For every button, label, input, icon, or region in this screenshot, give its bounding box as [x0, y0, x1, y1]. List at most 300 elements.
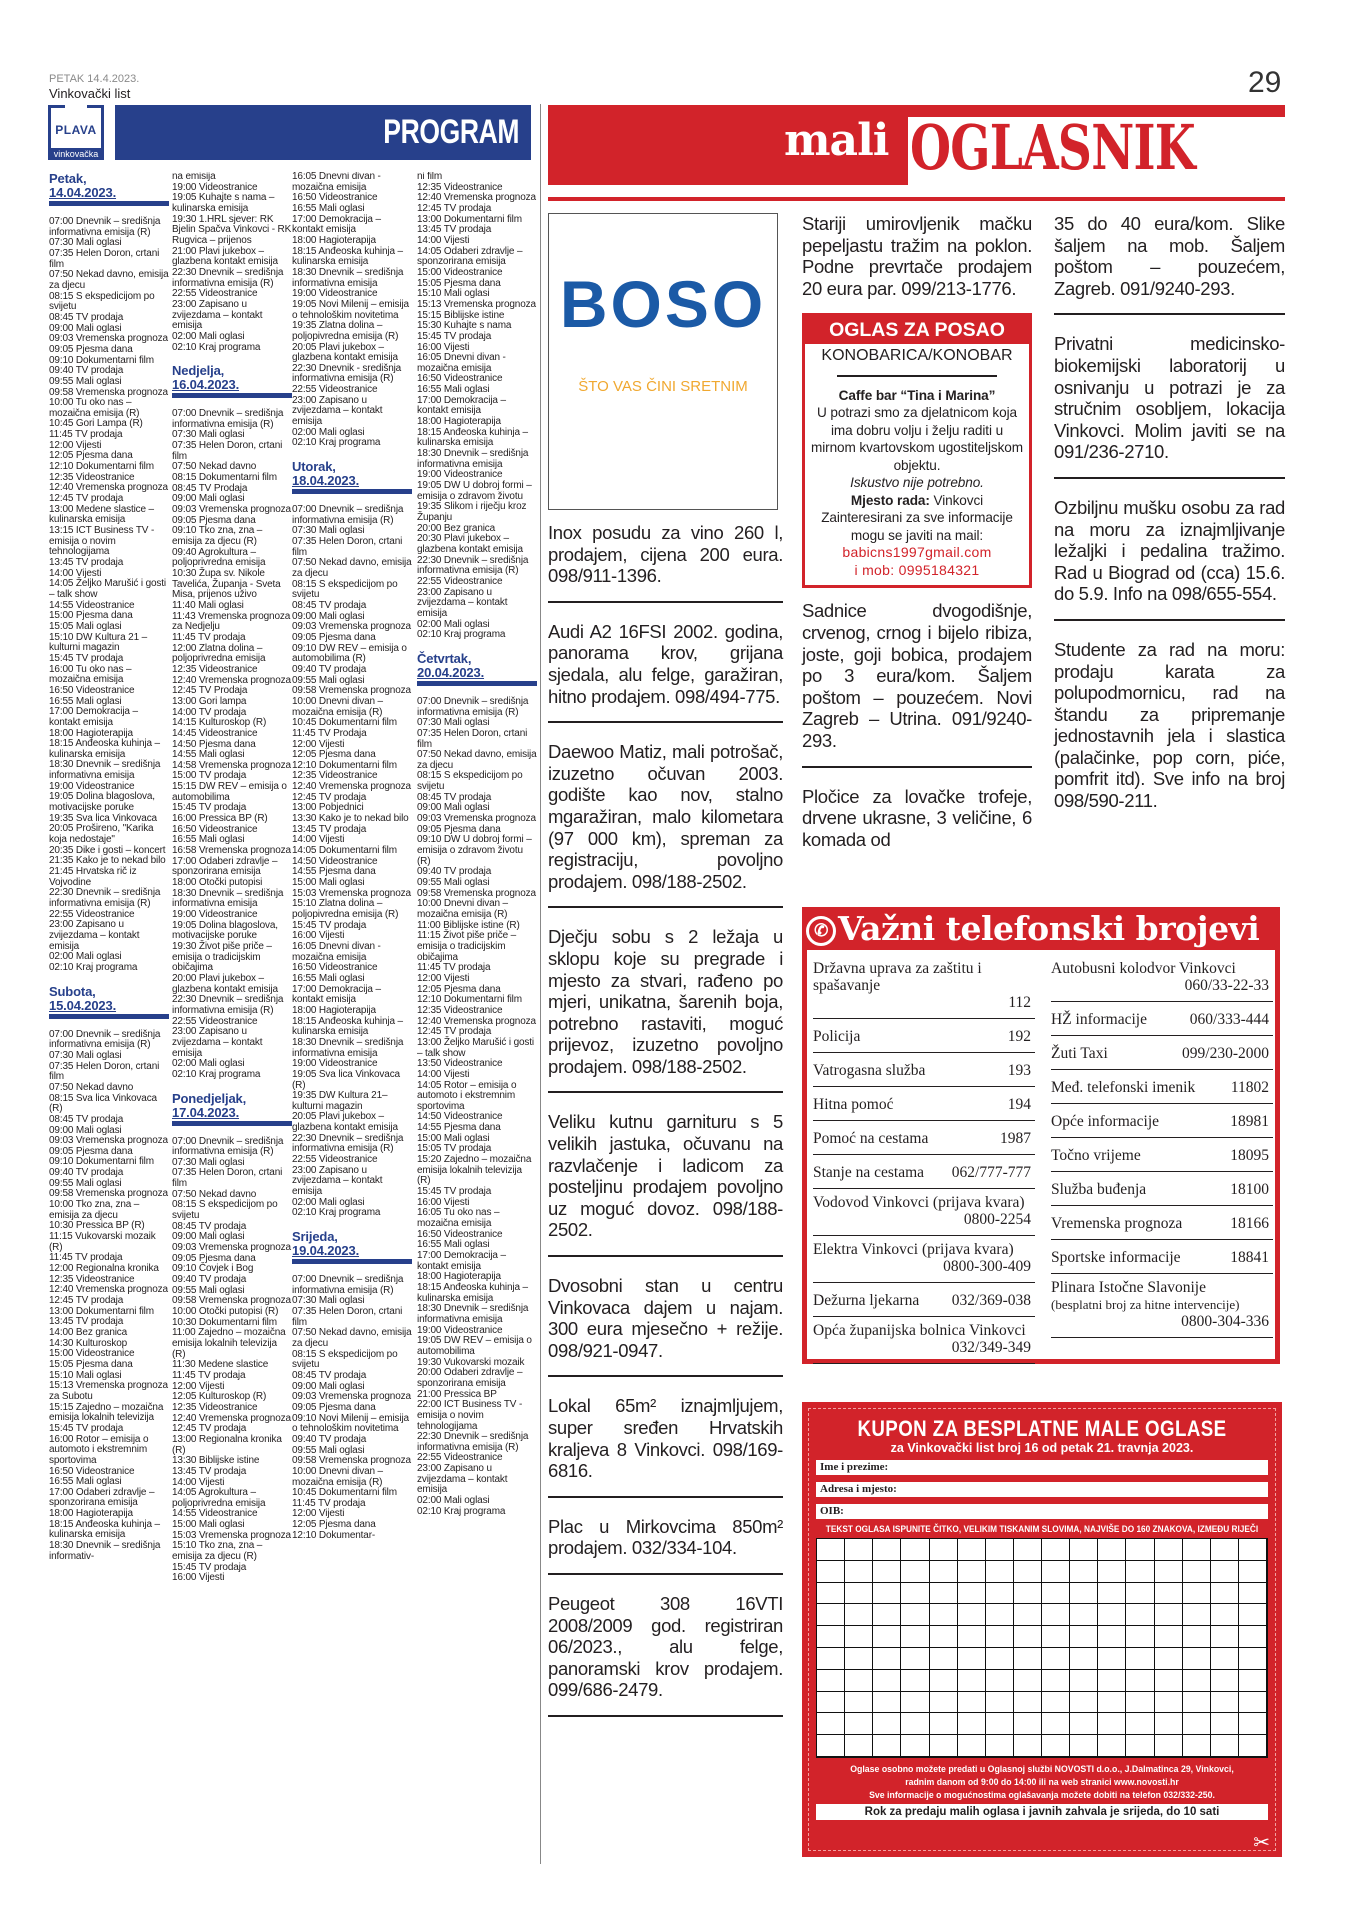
grid-cell[interactable] [986, 1604, 1014, 1626]
program-entry: 14:00 Bez granica [49, 1326, 128, 1338]
program-entry: 14:05 Odaberi zdravlje – sponzorirana emisija [417, 245, 523, 268]
program-entry: 07:50 Nekad davno [172, 1188, 257, 1200]
oib-field[interactable]: OIB: [816, 1504, 1268, 1519]
grid-cell[interactable] [1183, 1604, 1211, 1626]
job-email-link[interactable]: babicns1997gmail.com [842, 544, 992, 561]
grid-cell[interactable] [845, 1583, 873, 1605]
grid-cell[interactable] [873, 1561, 901, 1583]
program-entry: 14:00 TV prodaja [172, 706, 247, 718]
program-entry: 09:58 Vremenska prognoza [292, 685, 411, 697]
program-entry: 16:00 Tu oko nas – mozaična emisija [49, 663, 132, 686]
program-entry: 23:00 Zapisano u zvijezdama – kontakt emisija [172, 1026, 263, 1059]
day-date: 20.04.2023. [417, 664, 485, 680]
program-entry: 15:45 TV prodaja [49, 652, 124, 664]
program-entry: 09:40 TV prodaja [49, 365, 124, 377]
grid-cell[interactable] [845, 1604, 873, 1626]
grid-cell[interactable] [1239, 1626, 1267, 1648]
program-entry: 12:00 Regionalna kronika [49, 1263, 159, 1275]
phone-row [813, 1317, 1035, 1364]
grid-cell[interactable] [986, 1561, 1014, 1583]
program-entry: 15:00 Videostranice [49, 1348, 135, 1360]
program-entry: 09:00 Mali oglasi [292, 610, 365, 622]
grid-cell[interactable] [1155, 1713, 1183, 1735]
grid-cell[interactable] [1239, 1670, 1267, 1692]
program-entry: 07:00 Dnevnik – središnja informativna emisija (R) [292, 1274, 404, 1296]
program-entry: 19:00 Videostranice [49, 780, 135, 792]
grid-cell[interactable] [1014, 1713, 1042, 1735]
program-entry: 09:10 Dokumentarni film [49, 1156, 154, 1168]
program-entry: 07:00 Dnevnik – središnja informativna emisija (R) [172, 1135, 284, 1158]
program-entry: 14:30 Kulturoskop [49, 1337, 128, 1349]
phone-name: Sportske informacije [1051, 1249, 1181, 1266]
program-entry: 11:45 TV prodaja [292, 1497, 366, 1509]
grid-cell[interactable] [845, 1713, 873, 1735]
grid-cell[interactable] [817, 1561, 845, 1583]
grid-cell[interactable] [845, 1539, 873, 1561]
grid-cell[interactable] [1070, 1713, 1098, 1735]
grid-cell[interactable] [930, 1539, 958, 1561]
day-name: Četvrtak, [417, 650, 472, 666]
grid-cell[interactable] [1183, 1713, 1211, 1735]
grid-cell[interactable] [1239, 1713, 1267, 1735]
grid-cell[interactable] [958, 1539, 986, 1561]
grid-cell[interactable] [1239, 1648, 1267, 1670]
grid-cell[interactable] [986, 1670, 1014, 1692]
program-entry: 08:15 S ekspedicijom po svijetu [172, 1199, 278, 1222]
program-entry: 09:58 Vremenska prognoza [292, 1455, 411, 1467]
grid-cell[interactable] [930, 1626, 958, 1648]
program-entry: 18:30 Dnevnik – središnja informativna emisija [417, 448, 529, 470]
classified-ad: Ozbiljnu mušku osobu za rad na moru za iznajmljivanje ležaljki i pedalina tražimo. Rad u Biograd od (cca) 15.6. do 5.9. Info na 098/655-554. [1054, 496, 1285, 605]
program-entry: 07:35 Helen Doron, crtani film [172, 1167, 283, 1190]
classified-ad: Privatni medicinsko-biokemijski laboratorij u osnivanju u potrazi je za stručnim osobljem, lokacija Vinkovci. Molim javiti se na 091/236-2710. [1054, 333, 1285, 463]
program-entry: 09:00 Mali oglasi [292, 1380, 365, 1392]
phones-right-column [1051, 955, 1273, 1338]
program-entry: 14:00 Vijesti [417, 234, 470, 246]
grid-cell[interactable] [1070, 1583, 1098, 1605]
day-name: Utorak, [292, 459, 336, 475]
grid-cell[interactable] [1239, 1561, 1267, 1583]
program-entry: 09:05 Pjesma dana [292, 631, 376, 643]
program-entry: 19:00 Videostranice [417, 469, 503, 481]
program-entry: 18:15 Anđeoska kuhinja – kulinarska emisija [49, 1518, 160, 1541]
program-entry: 12:00 Vijesti [417, 972, 470, 984]
grid-cell[interactable] [1239, 1735, 1267, 1757]
program-entry: 20:05 Plavi jukebox – glazbena kontakt emisija [292, 341, 398, 364]
grid-cell[interactable] [1014, 1561, 1042, 1583]
grid-cell[interactable] [1239, 1604, 1267, 1626]
program-entry: 13:00 Željko Marušić i gosti – talk show [417, 1036, 534, 1059]
grid-cell[interactable] [1155, 1626, 1183, 1648]
grid-cell[interactable] [901, 1626, 929, 1648]
grid-cell[interactable] [1155, 1735, 1183, 1757]
grid-cell[interactable] [958, 1648, 986, 1670]
program-entry: 10:00 Dnevni divan – mozaična emisija (R) [292, 695, 383, 718]
phones-title: Važni telefonski brojevi [838, 909, 1260, 948]
grid-cell[interactable] [958, 1583, 986, 1605]
grid-cell[interactable] [1098, 1670, 1126, 1692]
program-column-2 [172, 172, 292, 1862]
program-entry: 07:35 Helen Doron, crtani film [292, 536, 403, 558]
program-entry: 19:30 Život piše priče – emisija o tradicijskim običajima [172, 940, 272, 974]
ad-separator [548, 1573, 783, 1575]
program-entry: 14:55 Pjesma dana [417, 1122, 501, 1134]
grid-cell[interactable] [1070, 1735, 1098, 1757]
grid-cell[interactable] [1211, 1604, 1239, 1626]
grid-cell[interactable] [1211, 1692, 1239, 1714]
program-entry: 17:00 Demokracija – kontakt emisija [292, 213, 381, 236]
grid-cell[interactable] [958, 1670, 986, 1692]
grid-cell[interactable] [1211, 1583, 1239, 1605]
grid-cell[interactable] [1211, 1561, 1239, 1583]
grid-cell[interactable] [1126, 1713, 1154, 1735]
classified-ad: Plac u Mirkovcima 850m² prodajem. 032/334-104. [548, 1515, 783, 1559]
grid-cell[interactable] [1126, 1539, 1154, 1561]
name-field[interactable]: Ime i prezime: [816, 1460, 1268, 1475]
grid-cell[interactable] [958, 1561, 986, 1583]
phone-name: Žuti Taxi [1051, 1045, 1108, 1062]
grid-cell[interactable] [958, 1735, 986, 1757]
program-entry: 19:35 Slikom i riječju kroz Županju [417, 501, 527, 523]
program-entry: 15:15 Biblijske istine [417, 309, 505, 321]
grid-cell[interactable] [958, 1626, 986, 1648]
grid-cell[interactable] [817, 1692, 845, 1714]
grid-cell[interactable] [845, 1626, 873, 1648]
grid-cell[interactable] [1183, 1648, 1211, 1670]
job-note: Iskustvo nije potrebno. [850, 475, 984, 491]
grid-cell[interactable] [1211, 1713, 1239, 1735]
grid-cell[interactable] [1126, 1604, 1154, 1626]
program-entry: ni film [417, 172, 443, 182]
day-date: 16.04.2023. [172, 377, 240, 393]
coupon-deadline: Rok za predaju malih oglasa i javnih zahvala je srijeda, do 10 sati [816, 1804, 1268, 1820]
program-entry: 12:45 TV prodaja [417, 202, 492, 214]
grid-cell[interactable] [845, 1670, 873, 1692]
grid-cell[interactable] [1155, 1670, 1183, 1692]
grid-cell[interactable] [986, 1692, 1014, 1714]
program-entry: 19:05 Sva lica Vinkovaca (R) [292, 1068, 400, 1091]
program-entry: 09:40 TV prodaja [49, 1167, 124, 1179]
program-entry: 15:10 Tko zna, zna – emisija za djecu (R) [172, 1540, 263, 1563]
grid-cell[interactable] [901, 1670, 929, 1692]
grid-cell[interactable] [1042, 1735, 1070, 1757]
grid-cell[interactable] [873, 1539, 901, 1561]
grid-cell[interactable] [1155, 1561, 1183, 1583]
grid-cell[interactable] [845, 1692, 873, 1714]
grid-cell[interactable] [986, 1626, 1014, 1648]
grid-cell[interactable] [1042, 1648, 1070, 1670]
grid-cell[interactable] [930, 1561, 958, 1583]
program-entry: 19:05 Dolina blagoslova, motivacijske poruke [49, 791, 155, 814]
program-entry: 09:00 Mali oglasi [172, 493, 245, 505]
program-entry: 18:30 Dnevnik – središnja informativna emisija [49, 759, 161, 782]
grid-cell[interactable] [1014, 1648, 1042, 1670]
program-entry: 15:05 Pjesma dana [417, 277, 501, 289]
grid-cell[interactable] [930, 1713, 958, 1735]
grid-cell[interactable] [958, 1713, 986, 1735]
grid-cell[interactable] [986, 1583, 1014, 1605]
grid-cell[interactable] [901, 1735, 929, 1757]
grid-cell[interactable] [1070, 1604, 1098, 1626]
phone-name: Plinara Istočne Slavonije [1051, 1279, 1206, 1296]
grid-cell[interactable] [873, 1648, 901, 1670]
program-entry: 09:58 Vremenska prognoza [49, 386, 168, 398]
program-entry: 07:50 Nekad davno, emisija za djecu [292, 557, 412, 579]
phone-name: Pomoć na cestama [813, 1130, 929, 1147]
program-entry: 14:00 Vijesti [49, 567, 102, 579]
grid-cell[interactable] [1183, 1626, 1211, 1648]
program-entry: 22:00 ICT Business TV - emisija o novim tehnologijama [417, 1399, 523, 1432]
grid-cell[interactable] [873, 1713, 901, 1735]
program-entry: 07:50 Nekad davno [172, 461, 257, 473]
boso-tagline: ŠTO VAS ČINI SRETNIM [578, 378, 748, 395]
phone-row [1051, 955, 1273, 1002]
grid-cell[interactable] [1042, 1670, 1070, 1692]
grid-cell[interactable] [1183, 1670, 1211, 1692]
grid-cell[interactable] [817, 1735, 845, 1757]
program-entry: 09:10 DW U dobroj formi – emisija o zdravom životu (R) [417, 834, 532, 867]
program-entry: 12:45 TV prodaja [49, 1295, 124, 1306]
grid-cell[interactable] [817, 1626, 845, 1648]
grid-cell[interactable] [1014, 1626, 1042, 1648]
grid-cell[interactable] [1126, 1692, 1154, 1714]
grid-cell[interactable] [1070, 1648, 1098, 1670]
grid-cell[interactable] [1211, 1670, 1239, 1692]
free-ad-coupon [802, 1402, 1282, 1857]
program-entry: 09:55 Mali oglasi [292, 674, 365, 686]
grid-cell[interactable] [873, 1604, 901, 1626]
grid-cell[interactable] [930, 1670, 958, 1692]
program-entry: 08:45 TV prodaja [292, 599, 367, 611]
ad-separator [548, 906, 783, 908]
grid-cell[interactable] [1126, 1735, 1154, 1757]
grid-cell[interactable] [817, 1713, 845, 1735]
grid-cell[interactable] [1211, 1648, 1239, 1670]
grid-cell[interactable] [1126, 1670, 1154, 1692]
grid-cell[interactable] [1183, 1735, 1211, 1757]
phone-row [813, 1155, 1035, 1189]
program-entry: 09:10 Novi Milenij – emisija o tehnološkim novitetima [292, 1412, 409, 1435]
grid-cell[interactable] [986, 1648, 1014, 1670]
grid-cell[interactable] [1155, 1692, 1183, 1714]
grid-cell[interactable] [1155, 1648, 1183, 1670]
grid-cell[interactable] [1042, 1583, 1070, 1605]
coupon-title: KUPON ZA BESPLATNE MALE OGLASE [857, 1416, 1227, 1441]
program-entry: 09:05 Pjesma dana [172, 1252, 256, 1264]
grid-cell[interactable] [901, 1583, 929, 1605]
program-entry: 12:10 Dokumentar- [292, 1529, 376, 1541]
grid-cell[interactable] [1239, 1583, 1267, 1605]
program-entry: 07:35 Helen Doron, crtani film [417, 727, 528, 750]
grid-cell[interactable] [1211, 1626, 1239, 1648]
grid-cell[interactable] [1014, 1604, 1042, 1626]
phone-number: 099/230-2000 [1182, 1045, 1269, 1062]
program-entry: 14:55 Videostranice [49, 599, 135, 611]
grid-cell[interactable] [1070, 1561, 1098, 1583]
program-entry: 02:10 Kraj programa [49, 961, 138, 973]
grid-cell[interactable] [1126, 1561, 1154, 1583]
program-entry: 14:55 Mali oglasi [172, 749, 245, 761]
day-heading [49, 985, 169, 1019]
grid-cell[interactable] [1070, 1626, 1098, 1648]
grid-cell[interactable] [873, 1735, 901, 1757]
grid-cell[interactable] [873, 1626, 901, 1648]
program-entry: 16:00 Vijesti [417, 1196, 470, 1208]
program-entry: 17:00 Demokracija – kontakt emisija [292, 983, 381, 1006]
grid-cell[interactable] [1155, 1583, 1183, 1605]
grid-cell[interactable] [1098, 1713, 1126, 1735]
grid-cell[interactable] [901, 1648, 929, 1670]
grid-cell[interactable] [1126, 1626, 1154, 1648]
phone-number: 032/349-349 [951, 1339, 1031, 1356]
grid-cell[interactable] [930, 1648, 958, 1670]
program-entry: 13:30 Biblijske istine [172, 1455, 260, 1467]
program-entry: 22:30 Dnevnik – središnja informativna emisija (R) [292, 1132, 404, 1155]
grid-cell[interactable] [930, 1735, 958, 1757]
grid-cell[interactable] [1098, 1648, 1126, 1670]
grid-cell[interactable] [958, 1604, 986, 1626]
grid-cell[interactable] [1211, 1539, 1239, 1561]
grid-cell[interactable] [1070, 1670, 1098, 1692]
grid-cell[interactable] [873, 1670, 901, 1692]
program-entry: 07:30 Mali oglasi [49, 237, 122, 249]
grid-cell[interactable] [873, 1583, 901, 1605]
grid-cell[interactable] [901, 1539, 929, 1561]
grid-cell[interactable] [1183, 1561, 1211, 1583]
grid-cell[interactable] [1098, 1583, 1126, 1605]
grid-cell[interactable] [1070, 1539, 1098, 1561]
grid-cell[interactable] [1098, 1626, 1126, 1648]
program-entry: 10:00 Dnevni divan – mozaična emisija (R) [417, 898, 508, 920]
program-entry: 16:05 Dnevni divan - mozaična emisija [292, 940, 381, 963]
program-entry: 19:05 DW U dobroj formi – emisija o zdravom životu [417, 480, 532, 502]
grid-cell[interactable] [1042, 1604, 1070, 1626]
phone-row [1051, 1240, 1273, 1274]
grid-cell[interactable] [1014, 1735, 1042, 1757]
program-entry: 16:55 Mali oglasi [417, 1239, 490, 1251]
grid-cell[interactable] [1014, 1670, 1042, 1692]
program-entry: 14:05 Željko Marušić i gosti – talk show [49, 578, 166, 600]
grid-cell[interactable] [901, 1604, 929, 1626]
grid-cell[interactable] [1098, 1539, 1126, 1561]
program-entry: 22:55 Videostranice [292, 1154, 378, 1166]
grid-cell[interactable] [845, 1648, 873, 1670]
program-entry: 10:00 Dnevni divan – mozaična emisija (R) [292, 1465, 383, 1488]
program-entry: 15:45 TV prodaja [417, 1186, 492, 1198]
grid-cell[interactable] [1098, 1561, 1126, 1583]
program-entry: 12:40 Vremenska prognoza [417, 1015, 536, 1027]
grid-cell[interactable] [1183, 1539, 1211, 1561]
grid-cell[interactable] [1042, 1539, 1070, 1561]
grid-cell[interactable] [1239, 1692, 1267, 1714]
ad-separator [548, 601, 783, 603]
grid-cell[interactable] [845, 1561, 873, 1583]
grid-cell[interactable] [1042, 1692, 1070, 1714]
grid-cell[interactable] [1014, 1692, 1042, 1714]
day-name: Subota, [49, 983, 96, 999]
section-divider [540, 104, 541, 1864]
ad-text-grid[interactable] [816, 1538, 1268, 1758]
program-entry: 11:30 Medene slastice [172, 1359, 269, 1371]
grid-cell[interactable] [958, 1692, 986, 1714]
program-entry: 23:00 Zapisano u zvijezdama – kontakt emisija [417, 586, 508, 619]
grid-cell[interactable] [817, 1583, 845, 1605]
program-entry: 15:03 Vremenska prognoza [172, 1529, 291, 1541]
program-entry: 17:00 Demokracija – kontakt emisija [49, 706, 138, 728]
grid-cell[interactable] [845, 1735, 873, 1757]
grid-cell[interactable] [1126, 1648, 1154, 1670]
grid-cell[interactable] [873, 1692, 901, 1714]
grid-cell[interactable] [930, 1583, 958, 1605]
program-entry: 08:45 TV Prodaja [172, 482, 248, 494]
program-entry: 08:15 S ekspedicijom po svijetu [49, 290, 155, 313]
grid-cell[interactable] [1239, 1539, 1267, 1561]
grid-cell[interactable] [1042, 1561, 1070, 1583]
header-rule [548, 197, 1285, 201]
grid-cell[interactable] [986, 1713, 1014, 1735]
grid-cell[interactable] [930, 1692, 958, 1714]
grid-cell[interactable] [817, 1648, 845, 1670]
grid-cell[interactable] [817, 1539, 845, 1561]
grid-cell[interactable] [1155, 1539, 1183, 1561]
grid-cell[interactable] [817, 1604, 845, 1626]
program-entry: 11:15 Život piše priče – emisija o tradicijskim običajima [417, 930, 517, 963]
classifieds-column-1 [548, 213, 783, 1735]
program-entry: 22:30 Dnevnik – središnja informativna emisija (R) [49, 887, 161, 909]
grid-cell[interactable] [930, 1604, 958, 1626]
day-date: 17.04.2023. [172, 1104, 240, 1120]
program-entry: 22:55 Videostranice [417, 575, 503, 587]
grid-cell[interactable] [986, 1539, 1014, 1561]
grid-cell[interactable] [1183, 1692, 1211, 1714]
grid-cell[interactable] [901, 1692, 929, 1714]
program-entry: 15:00 Mali oglasi [292, 877, 365, 889]
program-entry: 12:00 Vijesti [292, 1508, 345, 1520]
program-entry: 15:10 Mali oglasi [49, 1369, 122, 1381]
program-entry: 12:45 TV prodaja [417, 1026, 492, 1038]
grid-cell[interactable] [901, 1713, 929, 1735]
program-entry: 08:45 TV prodaja [417, 791, 492, 803]
program-entry: 09:58 Vremenska prognoza [417, 887, 536, 899]
grid-cell[interactable] [1098, 1735, 1126, 1757]
grid-cell[interactable] [1042, 1713, 1070, 1735]
grid-cell[interactable] [1070, 1692, 1098, 1714]
grid-cell[interactable] [1098, 1604, 1126, 1626]
program-entry: 12:45 TV prodaja [172, 1423, 247, 1435]
mali-oglasnik-header [548, 105, 1285, 185]
grid-cell[interactable] [1211, 1735, 1239, 1757]
program-column-3 [292, 172, 412, 1862]
program-title: PROGRAM [383, 113, 519, 151]
grid-cell[interactable] [1014, 1539, 1042, 1561]
grid-cell[interactable] [1183, 1583, 1211, 1605]
grid-cell[interactable] [901, 1561, 929, 1583]
grid-cell[interactable] [817, 1670, 845, 1692]
program-entry: 19:00 Videostranice [292, 288, 378, 300]
grid-cell[interactable] [1098, 1692, 1126, 1714]
phone-number: 112 [1008, 994, 1031, 1011]
grid-cell[interactable] [1155, 1604, 1183, 1626]
grid-cell[interactable] [1042, 1626, 1070, 1648]
grid-cell[interactable] [1014, 1583, 1042, 1605]
boso-advertisement[interactable] [548, 213, 778, 510]
phone-number: 11802 [1230, 1079, 1269, 1096]
program-entry: 07:50 Nekad davno, emisija za djecu [417, 749, 537, 771]
program-entry: 16:05 Tu oko nas – mozaična emisija [417, 1207, 500, 1230]
grid-cell[interactable] [1126, 1583, 1154, 1605]
grid-cell[interactable] [986, 1735, 1014, 1757]
address-field[interactable]: Adresa i mjesto: [816, 1482, 1268, 1497]
